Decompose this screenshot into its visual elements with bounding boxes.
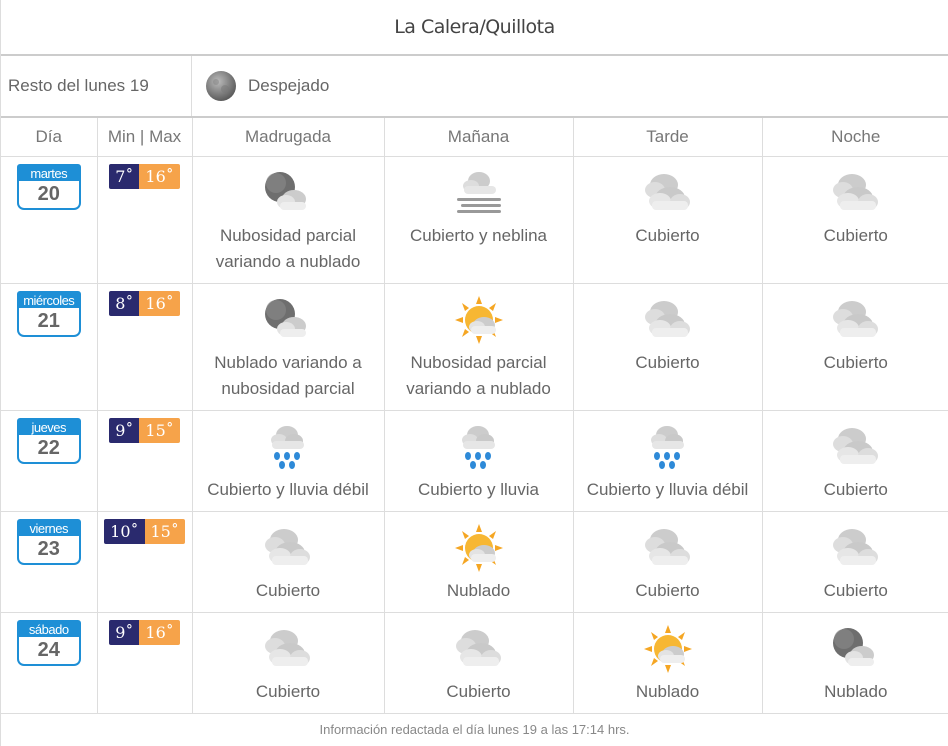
temp-max: 15˚ (139, 418, 179, 443)
temp-max: 15˚ (145, 519, 185, 544)
day-name: miércoles (19, 293, 79, 308)
temp-max: 16˚ (139, 291, 179, 316)
calendar-icon (17, 519, 81, 565)
fog-icon (451, 167, 507, 219)
header-madrugada: Madrugada (192, 118, 384, 156)
moon-cloud-icon (260, 294, 316, 346)
period-cell (762, 156, 948, 283)
period-cell (573, 612, 762, 713)
day-name: sábado (19, 622, 79, 637)
overcast-icon (828, 421, 884, 473)
header-day: Día (1, 118, 97, 156)
period-condition: Cubierto (823, 580, 888, 600)
overcast-icon (828, 522, 884, 574)
temp-max: 16˚ (139, 620, 179, 645)
forecast-row (1, 283, 948, 410)
temp-min: 9˚ (109, 418, 139, 443)
header-noche: Noche (762, 118, 948, 156)
calendar-icon (17, 291, 81, 337)
period-cell (384, 612, 573, 713)
period-condition: Cubierto (823, 225, 888, 245)
calendar-icon (17, 164, 81, 210)
period-condition: Cubierto (635, 225, 700, 245)
period-cell (192, 156, 384, 283)
day-cell (1, 410, 97, 511)
period-condition: Cubierto y lluvia (418, 479, 539, 499)
temp-range (104, 519, 185, 544)
temp-cell (97, 283, 192, 410)
period-condition: Cubierto (823, 479, 888, 499)
moon-cloud-icon (828, 623, 884, 675)
day-cell (1, 612, 97, 713)
period-cell (384, 511, 573, 612)
period-cell (192, 283, 384, 410)
period-cell (573, 410, 762, 511)
overcast-icon (260, 522, 316, 574)
temp-min: 9˚ (109, 620, 139, 645)
sun-cloud-icon (640, 623, 696, 675)
overcast-icon (640, 294, 696, 346)
forecast-row (1, 156, 948, 283)
header-manana: Mañana (384, 118, 573, 156)
temp-min: 7˚ (109, 164, 139, 189)
forecast-row (1, 511, 948, 612)
calendar-icon (17, 418, 81, 464)
period-cell (192, 612, 384, 713)
period-cell (573, 283, 762, 410)
period-cell (384, 156, 573, 283)
sun-cloud-icon (451, 522, 507, 574)
forecast-row (1, 410, 948, 511)
location-title: La Calera/Quillota (1, 0, 948, 56)
overcast-icon (828, 167, 884, 219)
sun-cloud-icon (451, 294, 507, 346)
day-cell (1, 283, 97, 410)
day-name: viernes (19, 521, 79, 536)
period-cell (573, 511, 762, 612)
moon-clear-icon (204, 69, 238, 103)
temp-max: 16˚ (139, 164, 179, 189)
period-condition: Cubierto (255, 681, 321, 701)
today-row (1, 56, 948, 118)
period-cell (762, 612, 948, 713)
temp-range (109, 620, 180, 645)
today-label: Resto del lunes 19 (1, 56, 192, 116)
moon-cloud-icon (260, 167, 316, 219)
period-condition: Nublado (635, 681, 700, 701)
overcast-icon (640, 167, 696, 219)
today-condition (192, 56, 948, 116)
period-cell (762, 511, 948, 612)
period-condition: Cubierto y neblina (409, 225, 548, 245)
day-date: 23 (37, 537, 60, 560)
temp-min: 8˚ (109, 291, 139, 316)
period-condition: Nubosidad parcial variando a nublado (215, 225, 361, 271)
period-condition: Cubierto y lluvia débil (207, 479, 369, 499)
day-name: martes (19, 166, 79, 181)
rain-icon (451, 421, 507, 473)
overcast-icon (260, 623, 316, 675)
period-condition: Cubierto (823, 352, 888, 372)
period-condition: Cubierto y lluvia débil (586, 479, 749, 499)
day-date: 22 (37, 436, 60, 459)
forecast-row (1, 612, 948, 713)
temp-min: 10˚ (104, 519, 144, 544)
day-cell (1, 156, 97, 283)
temp-cell (97, 410, 192, 511)
temp-range (109, 291, 180, 316)
period-condition: Nublado (446, 580, 511, 600)
period-condition: Cubierto (635, 580, 700, 600)
period-condition: Nublado (824, 681, 888, 701)
rain-icon (640, 421, 696, 473)
header-tarde: Tarde (573, 118, 762, 156)
today-condition-text: Despejado (248, 76, 330, 95)
header-minmax: Min | Max (97, 118, 192, 156)
period-condition: Nublado variando a nubosidad parcial (214, 352, 362, 398)
temp-cell (97, 612, 192, 713)
period-cell (762, 410, 948, 511)
period-condition: Cubierto (446, 681, 511, 701)
period-condition: Cubierto (635, 352, 700, 372)
period-cell (573, 156, 762, 283)
forecast-table (1, 118, 948, 714)
period-cell (384, 410, 573, 511)
overcast-icon (451, 623, 507, 675)
period-condition: Nubosidad parcial variando a nublado (406, 352, 551, 398)
day-date: 24 (37, 638, 60, 661)
rain-icon (260, 421, 316, 473)
period-condition: Cubierto (255, 580, 321, 600)
day-name: jueves (19, 420, 79, 435)
temp-range (109, 164, 180, 189)
header-row (1, 118, 948, 156)
temp-cell (97, 156, 192, 283)
day-date: 21 (37, 309, 60, 332)
day-cell (1, 511, 97, 612)
temp-cell (97, 511, 192, 612)
overcast-icon (828, 294, 884, 346)
footer-note: Información redactada el día lunes 19 a las 17:14 hrs. (319, 721, 630, 737)
period-cell (192, 511, 384, 612)
overcast-icon (640, 522, 696, 574)
day-date: 20 (37, 182, 60, 205)
calendar-icon (17, 620, 81, 666)
period-cell (384, 283, 573, 410)
period-cell (192, 410, 384, 511)
temp-range (109, 418, 180, 443)
period-cell (762, 283, 948, 410)
